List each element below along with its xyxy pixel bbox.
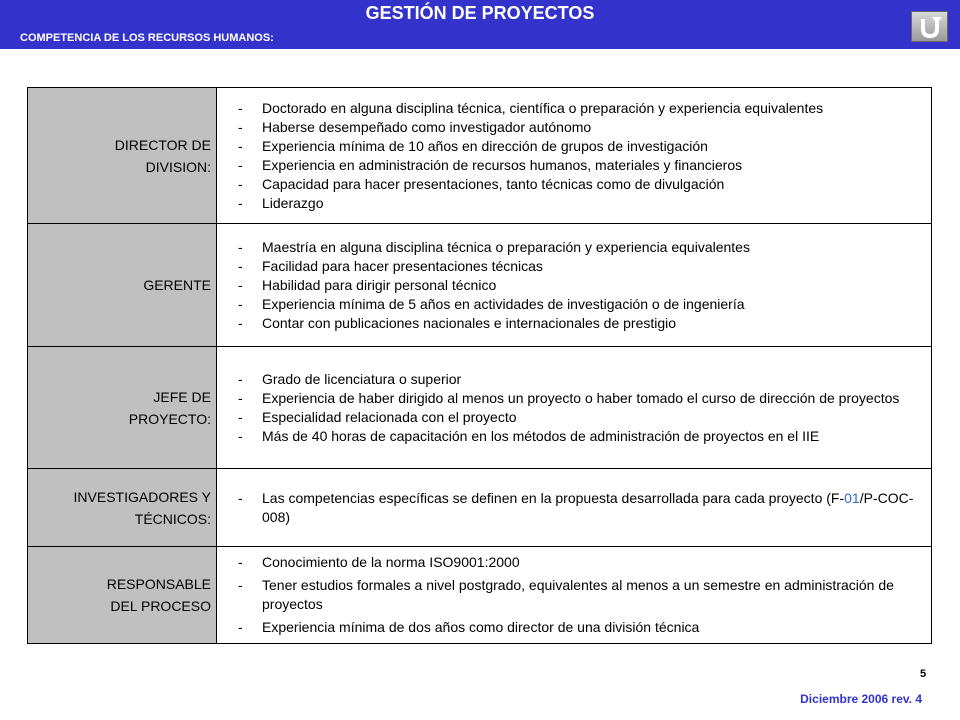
- list-item: - Facilidad para hacer presentaciones técnicas: [238, 257, 921, 276]
- list-item: - Experiencia de haber dirigido al menos un proyecto o haber tomado el curso de dirección de proyectos: [238, 389, 921, 408]
- list-item-text: /P-COC-008): [262, 489, 914, 525]
- role-label: DEL PROCESO: [110, 598, 211, 614]
- role-cell: [28, 347, 217, 469]
- list-item-text: Las competencias específicas se definen en la propuesta desarrollada para cada proyecto (F-: [262, 489, 845, 506]
- list-item: - Liderazgo: [238, 194, 921, 213]
- header-bar: [0, 0, 960, 49]
- list-item: - Habilidad para dirigir personal técnico: [238, 276, 921, 295]
- role-cell: [28, 88, 217, 224]
- table-row: [28, 224, 932, 347]
- footer-date: Diciembre 2006 rev. 4: [800, 692, 922, 706]
- page-subtitle: COMPETENCIA DE LOS RECURSOS HUMANOS:: [20, 32, 274, 44]
- return-arrow-icon: [917, 15, 943, 39]
- requirements-cell: [217, 224, 932, 347]
- list-item: - Más de 40 horas de capacitación en los métodos de administración de proyectos en el IIE: [238, 427, 921, 446]
- list-item: - Experiencia mínima de 5 años en actividades de investigación o de ingeniería: [238, 295, 921, 314]
- role-label: GERENTE: [143, 277, 211, 293]
- list-item: [238, 489, 921, 527]
- list-item: - Grado de licenciatura o superior: [238, 370, 921, 389]
- list-item: - Especialidad relacionada con el proyecto: [238, 408, 921, 427]
- back-button[interactable]: [911, 11, 948, 42]
- competencies-table: [27, 87, 932, 644]
- role-label: JEFE DE: [153, 388, 211, 405]
- table-row: [28, 547, 932, 644]
- role-label: INVESTIGADORES Y: [73, 488, 211, 505]
- role-cell: [28, 547, 217, 644]
- list-item: - Capacidad para hacer presentaciones, tanto técnicas como de divulgación: [238, 175, 921, 194]
- list-item: - Experiencia mínima de dos años como director de una división técnica: [238, 618, 921, 637]
- list-item: - Experiencia en administración de recursos humanos, materiales y financieros: [238, 156, 921, 175]
- role-label: DIRECTOR DE: [114, 136, 211, 153]
- requirements-cell: [217, 469, 932, 547]
- role-cell: [28, 224, 217, 347]
- list-item: - Doctorado en alguna disciplina técnica, científica o preparación y experiencia equivalentes: [238, 99, 921, 118]
- table-row: [28, 347, 932, 469]
- form-reference-link[interactable]: 01: [844, 489, 860, 506]
- role-label: PROYECTO:: [128, 410, 211, 427]
- list-item: - Tener estudios formales a nivel postgrado, equivalentes al menos a un semestre en administración de proyectos: [238, 576, 921, 614]
- role-label: DIVISION:: [145, 158, 211, 175]
- list-item: - Contar con publicaciones nacionales e internacionales de prestigio: [238, 314, 921, 333]
- list-item: - Experiencia mínima de 10 años en dirección de grupos de investigación: [238, 137, 921, 156]
- list-item: - Haberse desempeñado como investigador autónomo: [238, 118, 921, 137]
- role-label: RESPONSABLE: [106, 576, 211, 592]
- list-item: - Maestría en alguna disciplina técnica o preparación y experiencia equivalentes: [238, 238, 921, 257]
- table-row: [28, 469, 932, 547]
- requirements-cell: [217, 547, 932, 644]
- list-item: - Conocimiento de la norma ISO9001:2000: [238, 553, 921, 572]
- requirements-cell: [217, 347, 932, 469]
- role-cell: [28, 469, 217, 547]
- page-number: 5: [920, 668, 927, 680]
- page-title: GESTIÓN DE PROYECTOS: [365, 3, 595, 23]
- role-label: TÉCNICOS:: [134, 510, 211, 527]
- table-row: [28, 88, 932, 224]
- requirements-cell: [217, 88, 932, 224]
